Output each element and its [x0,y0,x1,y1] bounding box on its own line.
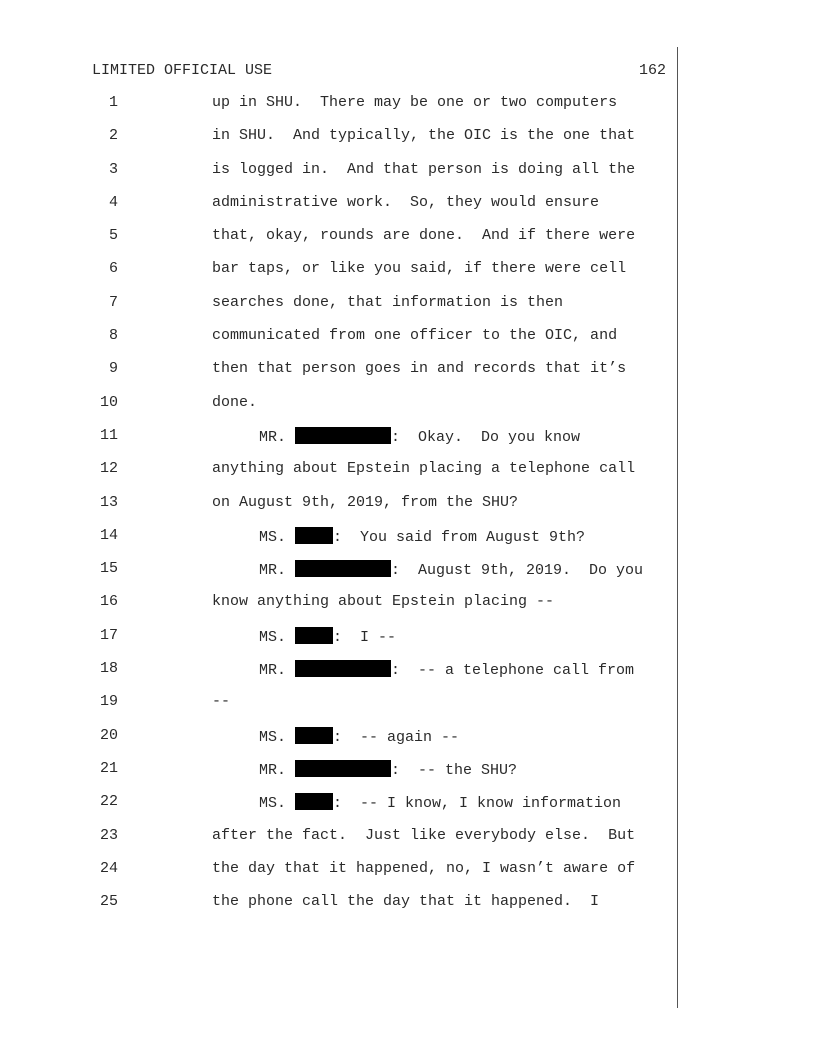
line-number: 18 [99,660,118,678]
page-number: 162 [638,62,666,79]
line-number: 1 [108,94,118,111]
speaker-line [259,427,580,447]
transcript-line [0,327,816,360]
line-text: anything about Epstein placing a telephone call [212,460,636,478]
line-number: 11 [99,426,118,444]
line-text: the phone call the day that it happened. I [212,893,600,911]
speaker-line [259,793,621,813]
line-number: 25 [99,893,118,911]
redaction-bar [295,627,333,644]
speaker-text: : Okay. Do you know [391,428,581,446]
transcript-line [0,727,816,760]
transcript-line [0,127,816,160]
line-text: -- [212,693,231,711]
transcript-line [0,494,816,527]
transcript-line [0,427,816,460]
transcript-line [0,460,816,493]
line-number: 2 [108,127,118,145]
speaker-line [259,760,517,780]
transcript-line [0,627,816,660]
line-number: 21 [99,759,118,777]
line-number: 17 [99,626,118,644]
transcript-line [0,593,816,626]
line-number: 5 [108,227,118,245]
transcript-line [0,294,816,327]
speaker-title: MS. [259,628,296,646]
redaction-bar [295,427,391,444]
speaker-title: MS. [259,528,296,546]
speaker-title: MS. [259,795,296,813]
transcript-body [0,94,816,926]
transcript-line [0,693,816,726]
transcript-line [0,660,816,693]
line-text: searches done, that information is then [212,293,564,311]
transcript-line [0,227,816,260]
line-number: 6 [108,260,118,278]
line-number: 13 [99,493,118,511]
transcript-line [0,161,816,194]
transcript-line [0,360,816,393]
speaker-text: : You said from August 9th? [333,528,586,546]
speaker-title: MR. [259,761,296,779]
redaction-bar [295,660,391,677]
redaction-bar [295,560,391,577]
speaker-text: : I -- [333,628,397,646]
redaction-bar [295,760,391,777]
speaker-line [259,727,459,747]
line-text: in SHU. And typically, the OIC is the one that [212,127,636,145]
line-text: the day that it happened, no, I wasn’t aware of [212,859,636,877]
line-number: 4 [108,193,118,211]
transcript-line [0,394,816,427]
line-number: 16 [99,593,118,611]
speaker-title: MS. [259,728,296,746]
speaker-text: : August 9th, 2019. Do you [391,562,644,580]
speaker-line [259,660,634,680]
line-text: communicated from one officer to the OIC, and [212,327,618,345]
speaker-title: MR. [259,562,296,580]
line-number: 10 [99,393,118,411]
line-text: done. [212,393,258,411]
speaker-text: : -- again -- [333,728,460,746]
line-number: 14 [99,526,118,544]
transcript-line [0,793,816,826]
transcript-line [0,893,816,926]
line-text: up in SHU. There may be one or two computers [212,94,618,111]
line-text: administrative work. So, they would ensure [212,193,600,211]
line-text: know anything about Epstein placing -- [212,593,555,611]
speaker-text: : -- the SHU? [391,761,518,779]
transcript-line [0,260,816,293]
line-number: 20 [99,726,118,744]
line-number: 24 [99,859,118,877]
line-text: on August 9th, 2019, from the SHU? [212,493,519,511]
line-number: 8 [108,327,118,345]
speaker-line [259,560,643,580]
line-number: 23 [99,826,118,844]
redaction-bar [295,727,333,744]
transcript-line [0,827,816,860]
line-text: then that person goes in and records that it’s [212,360,627,378]
transcript-line [0,860,816,893]
speaker-line [259,527,585,547]
speaker-title: MR. [259,428,296,446]
line-number: 15 [99,560,118,578]
line-number: 9 [108,360,118,378]
redaction-bar [295,527,333,544]
line-text: bar taps, or like you said, if there were cell [212,260,627,278]
classification-header: LIMITED OFFICIAL USE [92,62,273,79]
transcript-line [0,94,816,127]
transcript-line [0,527,816,560]
redaction-bar [295,793,333,810]
transcript-line [0,560,816,593]
speaker-line [259,627,396,647]
transcript-line [0,760,816,793]
line-text: after the fact. Just like everybody else. But [212,826,636,844]
speaker-text: : -- I know, I know information [333,795,622,813]
line-number: 3 [108,160,118,178]
line-text: is logged in. And that person is doing all the [212,160,636,178]
line-number: 19 [99,693,118,711]
line-number: 22 [99,793,118,811]
line-text: that, okay, rounds are done. And if there were [212,227,636,245]
line-number: 12 [99,460,118,478]
speaker-title: MR. [259,662,296,680]
transcript-line [0,194,816,227]
speaker-text: : -- a telephone call from [391,662,635,680]
line-number: 7 [108,293,118,311]
